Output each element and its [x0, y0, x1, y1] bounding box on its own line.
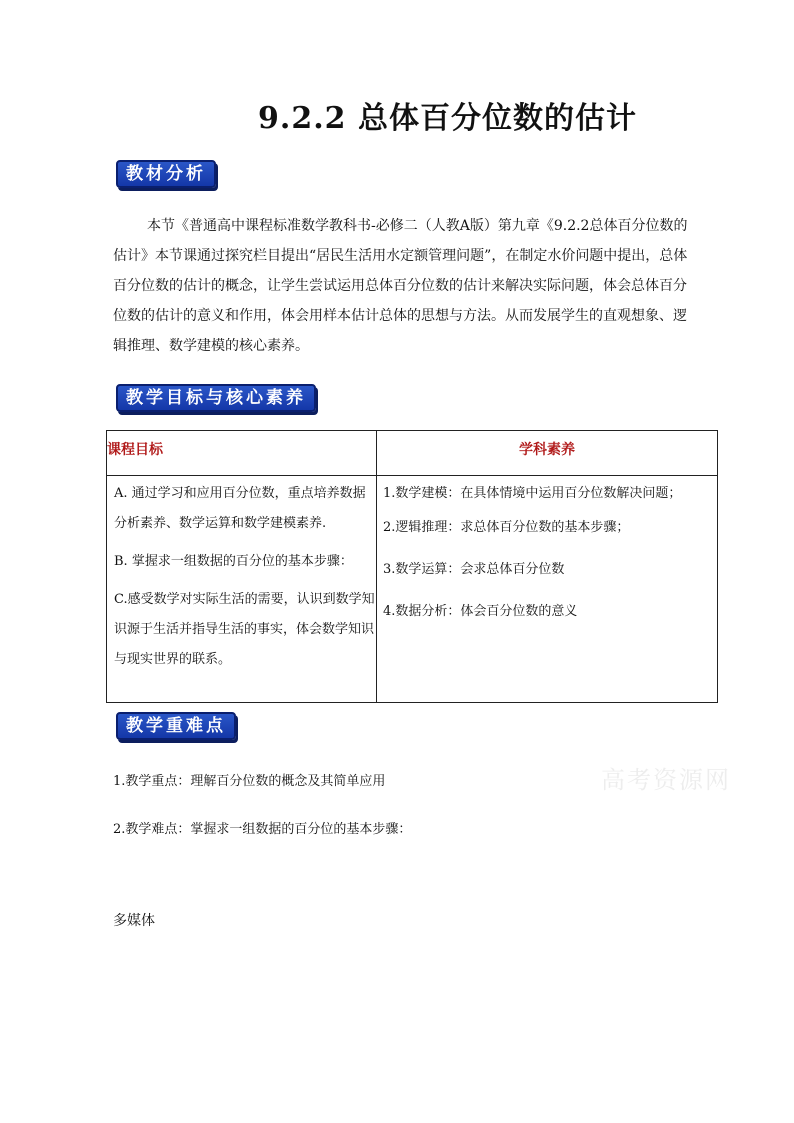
table-header-goals-label: 课程目标	[107, 442, 163, 458]
literacy-item: 4.数据分析：体会百分位数的意义	[383, 604, 578, 619]
literacy-item: 2.逻辑推理：求总体百分位数的基本步骤；	[383, 520, 630, 535]
intro-paragraph: 本节《普通高中课程标准数学教科书-必修二（人教A版）第九章《9.2.2总体百分位数的估计》本节课通过探究栏目提出“居民生活用水定额管理问题”，在制定水价问题中提出，总体百分位数的估计的概念，让学生尝试运用总体百分位数的估计来解决实际问题，体会总体百分位数的估计的意义和作用，体会用样本估计总体的思想与方法。从而发展学生的直观想象、逻辑推理、数学建模的核心素养。	[113, 218, 688, 354]
table-header-literacy	[377, 431, 718, 476]
goals-cell	[107, 476, 377, 703]
page-title: 9.2.2 总体百分位数的估计	[258, 101, 637, 136]
goal-item: C.感受数学对实际生活的需要，认识到数学知识源于生活并指导生活的事实，体会数学知识与现实世界的联系。	[114, 592, 375, 667]
goal-item: A. 通过学习和应用百分位数，重点培养数据分析素养、数学运算和数学建模素养.	[114, 486, 366, 531]
goal-item: B. 掌握求一组数据的百分位的基本步骤：	[114, 554, 353, 569]
section-badge-analysis: 教材分析	[116, 160, 216, 188]
literacy-cell	[377, 476, 718, 703]
literacy-item: 3.数学运算：会求总体百分位数	[383, 562, 565, 577]
table-header-row	[107, 431, 718, 476]
objectives-table	[106, 430, 718, 703]
literacy-item: 1.数学建模：在具体情境中运用百分位数解决问题；	[383, 486, 682, 501]
section-badge-key-points: 教学重难点	[116, 712, 236, 740]
key-point-difficulty: 2.教学难点：掌握求一组数据的百分位的基本步骤：	[113, 822, 412, 837]
teaching-media: 多媒体	[113, 913, 155, 929]
table-row	[107, 476, 718, 703]
key-point-focus: 1.教学重点：理解百分位数的概念及其简单应用	[113, 774, 386, 789]
table-header-goals	[107, 431, 377, 476]
watermark: 高考资源网	[601, 766, 731, 794]
section-badge-objectives: 教学目标与核心素养	[116, 384, 316, 412]
table-header-literacy-label: 学科素养	[519, 442, 575, 458]
